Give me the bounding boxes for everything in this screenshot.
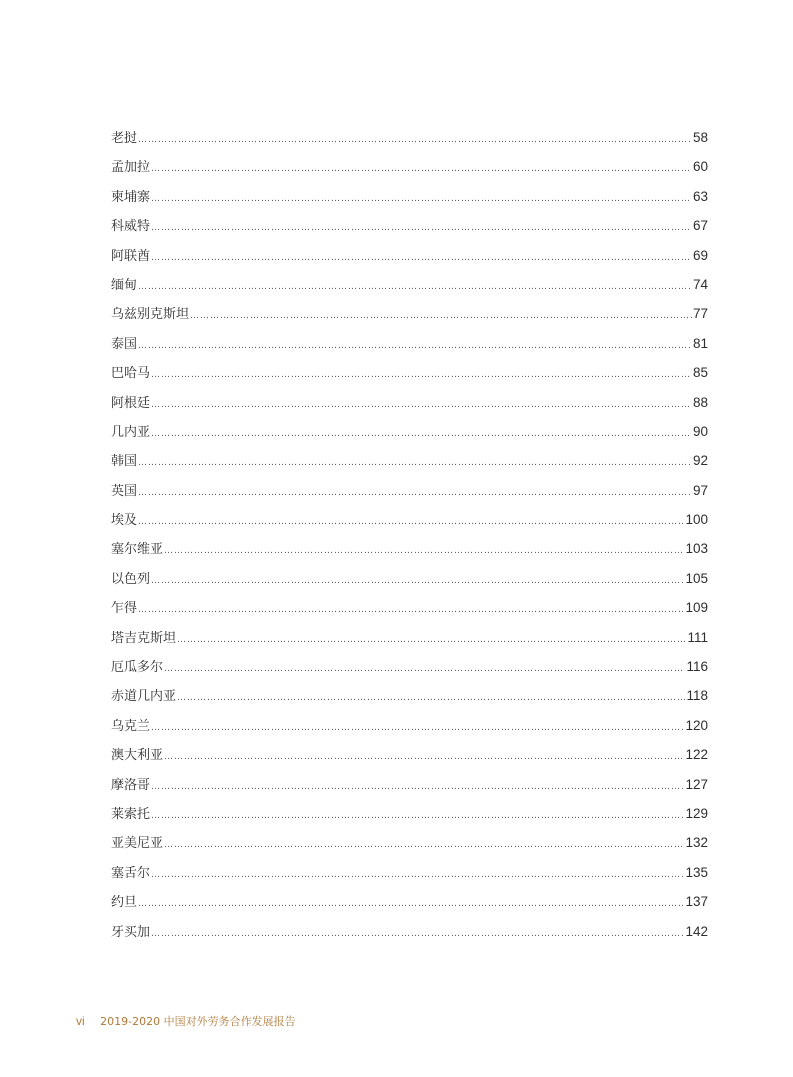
toc-dot-leader [138, 128, 692, 152]
toc-entry[interactable] [111, 537, 708, 566]
toc-entry-title: 莱索托 [111, 806, 151, 822]
toc-entry-title: 塞尔维亚 [111, 542, 164, 558]
toc-entry-page-number: 69 [692, 247, 708, 263]
toc-entry-title: 韩国 [111, 454, 138, 470]
toc-entry-page-number: 63 [692, 188, 708, 204]
toc-dot-leader [138, 598, 684, 622]
toc-dot-leader [151, 775, 684, 799]
toc-entry-title: 孟加拉 [111, 160, 151, 176]
toc-entry-page-number: 116 [686, 659, 708, 675]
toc-entry-title: 埃及 [111, 513, 138, 529]
toc-entry[interactable] [111, 332, 708, 361]
toc-dot-leader [151, 363, 692, 387]
toc-entry-title: 科威特 [111, 219, 151, 235]
toc-entry-title: 乌兹别克斯坦 [111, 307, 190, 323]
toc-entry[interactable] [111, 214, 708, 243]
toc-entry-page-number: 60 [692, 159, 708, 175]
toc-entry-title: 乌克兰 [111, 718, 151, 734]
toc-dot-leader [151, 922, 684, 946]
toc-entry-title: 亚美尼亚 [111, 836, 164, 852]
toc-entry[interactable] [111, 920, 708, 949]
toc-entry-title: 柬埔寨 [111, 189, 151, 205]
toc-entry[interactable] [111, 449, 708, 478]
toc-entry-title: 厄瓜多尔 [111, 660, 164, 676]
toc-entry-page-number: 118 [686, 688, 708, 704]
toc-dot-leader [138, 481, 692, 505]
toc-dot-leader [151, 216, 692, 240]
toc-dot-leader [151, 393, 692, 417]
toc-dot-leader [151, 157, 692, 181]
toc-entry[interactable] [111, 596, 708, 625]
toc-entry-title: 几内亚 [111, 424, 151, 440]
toc-entry[interactable] [111, 185, 708, 214]
toc-entry-page-number: 135 [685, 864, 708, 880]
toc-entry[interactable] [111, 361, 708, 390]
toc-entry[interactable] [111, 273, 708, 302]
footer-page-number: vi [76, 1014, 85, 1028]
toc-dot-leader [151, 246, 692, 270]
toc-dot-leader [151, 422, 692, 446]
toc-entry-page-number: 58 [692, 130, 708, 145]
toc-entry[interactable] [111, 684, 708, 713]
toc-entry-page-number: 105 [685, 570, 708, 586]
toc-entry[interactable] [111, 890, 708, 919]
toc-entry[interactable] [111, 391, 708, 420]
toc-entry[interactable] [111, 302, 708, 331]
toc-entry-title: 阿根廷 [111, 395, 151, 411]
toc-entry-page-number: 103 [685, 541, 708, 557]
toc-entry-title: 塞舌尔 [111, 865, 151, 881]
toc-entry-title: 塔吉克斯坦 [111, 630, 177, 646]
toc-entry[interactable] [111, 655, 708, 684]
toc-entry[interactable] [111, 155, 708, 184]
toc-entry-title: 澳大利亚 [111, 748, 164, 764]
toc-entry-page-number: 67 [692, 218, 708, 234]
toc-entry-page-number: 97 [692, 482, 708, 498]
toc-entry[interactable] [111, 831, 708, 860]
toc-entry-title: 阿联酋 [111, 248, 151, 264]
toc-entry-title: 赤道几内亚 [111, 689, 177, 705]
toc-dot-leader [151, 569, 684, 593]
toc-dot-leader [138, 275, 692, 299]
toc-entry-page-number: 137 [685, 894, 708, 910]
toc-dot-leader [138, 510, 684, 534]
toc-dot-leader [151, 187, 692, 211]
toc-entry[interactable] [111, 802, 708, 831]
toc-dot-leader [177, 686, 685, 710]
toc-entry[interactable] [111, 626, 708, 655]
toc-entry-page-number: 142 [685, 923, 708, 939]
toc-dot-leader [138, 451, 692, 475]
toc-entry[interactable] [111, 861, 708, 890]
toc-entry-title: 英国 [111, 483, 138, 499]
toc-dot-leader [138, 892, 684, 916]
table-of-contents [111, 126, 708, 949]
toc-entry-page-number: 81 [692, 335, 708, 351]
page-footer [76, 1013, 296, 1029]
toc-entry-title: 摩洛哥 [111, 777, 151, 793]
toc-dot-leader [177, 628, 686, 652]
toc-dot-leader [164, 539, 684, 563]
toc-entry-page-number: 77 [692, 306, 708, 322]
toc-entry-title: 缅甸 [111, 277, 138, 293]
toc-entry-page-number: 111 [687, 629, 708, 645]
toc-dot-leader [151, 716, 684, 740]
toc-entry-page-number: 122 [685, 747, 708, 763]
toc-entry[interactable] [111, 479, 708, 508]
toc-entry-title: 约旦 [111, 895, 138, 911]
toc-entry-title: 牙买加 [111, 924, 151, 940]
toc-entry-page-number: 88 [692, 394, 708, 410]
toc-dot-leader [151, 804, 684, 828]
toc-entry-title: 泰国 [111, 336, 138, 352]
toc-entry-page-number: 129 [685, 805, 708, 821]
toc-entry[interactable] [111, 244, 708, 273]
toc-entry-page-number: 85 [692, 365, 708, 381]
toc-entry-title: 乍得 [111, 601, 138, 617]
toc-dot-leader [190, 304, 692, 328]
toc-entry-page-number: 132 [685, 835, 708, 851]
toc-entry-page-number: 92 [692, 453, 708, 469]
toc-dot-leader [164, 745, 684, 769]
toc-entry[interactable] [111, 714, 708, 743]
footer-report-title: 2019-2020 中国对外劳务合作发展报告 [100, 1015, 296, 1028]
toc-entry-page-number: 74 [692, 276, 708, 292]
toc-dot-leader [164, 657, 685, 681]
toc-entry[interactable] [111, 508, 708, 537]
toc-entry[interactable] [111, 567, 708, 596]
toc-dot-leader [138, 334, 692, 358]
toc-entry-page-number: 127 [685, 776, 708, 792]
toc-entry-page-number: 90 [692, 423, 708, 439]
toc-entry-page-number: 120 [685, 717, 708, 733]
toc-entry[interactable] [111, 773, 708, 802]
toc-dot-leader [164, 833, 684, 857]
toc-entry[interactable] [111, 420, 708, 449]
toc-entry[interactable] [111, 743, 708, 772]
toc-entry-page-number: 109 [685, 600, 708, 616]
toc-entry-page-number: 100 [685, 512, 708, 528]
toc-dot-leader [151, 863, 684, 887]
toc-entry-title: 以色列 [111, 571, 151, 587]
toc-entry[interactable] [111, 126, 708, 155]
toc-entry-title: 巴哈马 [111, 366, 151, 382]
toc-entry-title: 老挝 [111, 131, 138, 146]
